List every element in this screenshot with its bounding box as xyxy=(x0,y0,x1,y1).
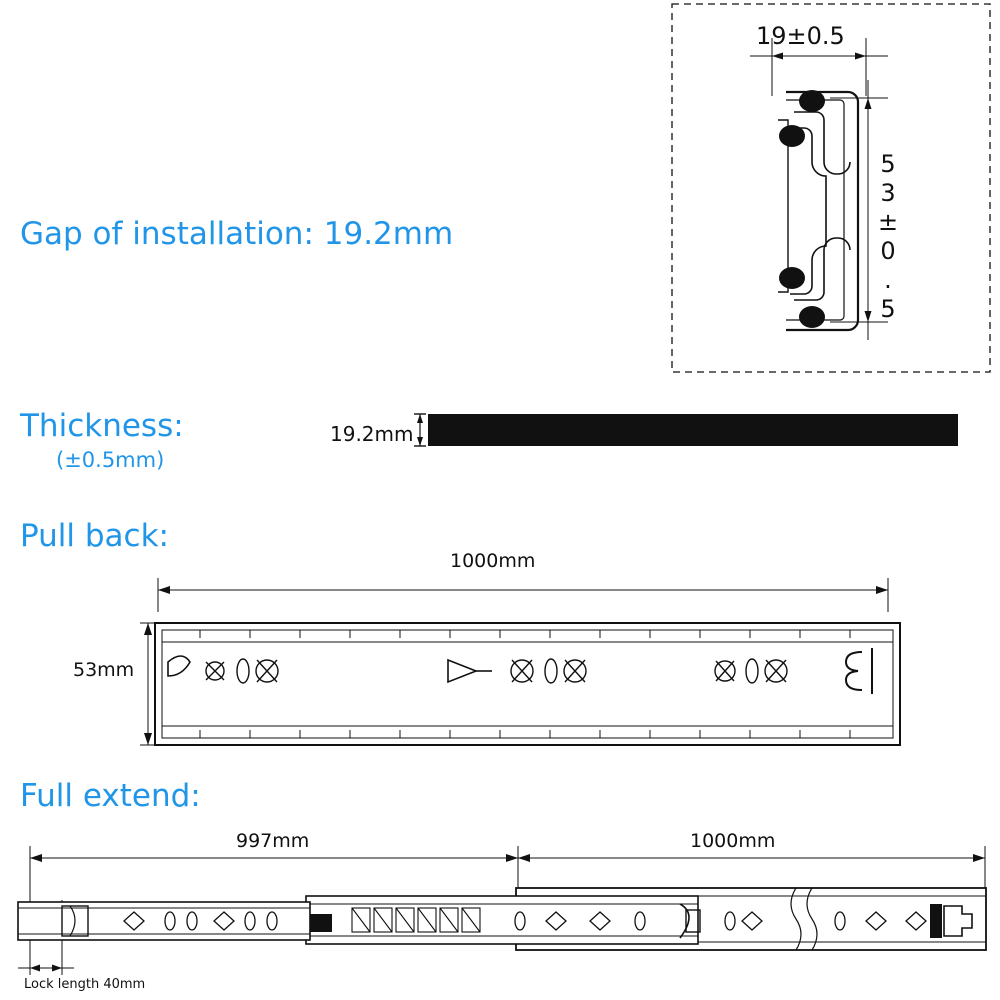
extend-inner-length-label: 997mm xyxy=(236,830,310,852)
cross-section-height-label: 53±0.5 xyxy=(874,150,902,324)
pullback-height-dimension-label: 53mm xyxy=(73,659,135,681)
gap-of-installation-label: Gap of installation: 19.2mm xyxy=(20,216,454,252)
extend-outer-arrow-right xyxy=(973,854,985,862)
pullback-arrow-left xyxy=(158,586,170,594)
thickness-label: Thickness: xyxy=(20,408,184,444)
pullback-length-dimension-label: 1000mm xyxy=(450,550,536,572)
thickness-bar xyxy=(428,414,958,446)
height-arrow-top xyxy=(865,98,872,109)
pullback-height-arrow-bottom xyxy=(144,733,152,745)
cross-section-dashed-frame xyxy=(672,4,990,372)
thickness-group xyxy=(414,414,958,446)
pullback-group xyxy=(140,578,900,745)
ball-bearing-2 xyxy=(779,125,805,147)
thickness-dimension-label: 19.2mm xyxy=(330,422,414,446)
pullback-arrow-right xyxy=(876,586,888,594)
height-arrow-bottom xyxy=(865,311,872,322)
ball-bearing-4 xyxy=(799,306,825,328)
middle-rail-profile-upper xyxy=(794,112,850,174)
full-extend-label: Full extend: xyxy=(20,778,201,814)
width-arrow-left xyxy=(772,53,783,60)
fullextend-group xyxy=(18,846,986,975)
cross-section-width-label: 19±0.5 xyxy=(756,22,845,50)
lock-length-label: Lock length 40mm xyxy=(24,977,146,992)
cross-section-group xyxy=(672,4,990,372)
ball-bearing-1 xyxy=(799,90,825,112)
thickness-tolerance-label: (±0.5mm) xyxy=(56,448,165,472)
lock-arrow-right xyxy=(52,965,62,972)
extend-middle-rail xyxy=(306,896,698,944)
extend-outer-arrow-left xyxy=(518,854,530,862)
extend-inner-arrow-right xyxy=(506,854,518,862)
lock-arrow-left xyxy=(30,965,40,972)
pull-back-label: Pull back: xyxy=(20,518,169,554)
thickness-arrow-bottom xyxy=(417,437,423,446)
width-arrow-right xyxy=(855,53,866,60)
extend-connector-block xyxy=(310,914,332,932)
pullback-rail-inner-outline xyxy=(162,630,893,738)
ball-bearing-3 xyxy=(779,267,805,289)
extend-inner-arrow-left xyxy=(30,854,42,862)
extend-outer-length-label: 1000mm xyxy=(690,830,776,852)
pullback-height-arrow-top xyxy=(144,623,152,635)
thickness-arrow-top xyxy=(417,414,423,423)
